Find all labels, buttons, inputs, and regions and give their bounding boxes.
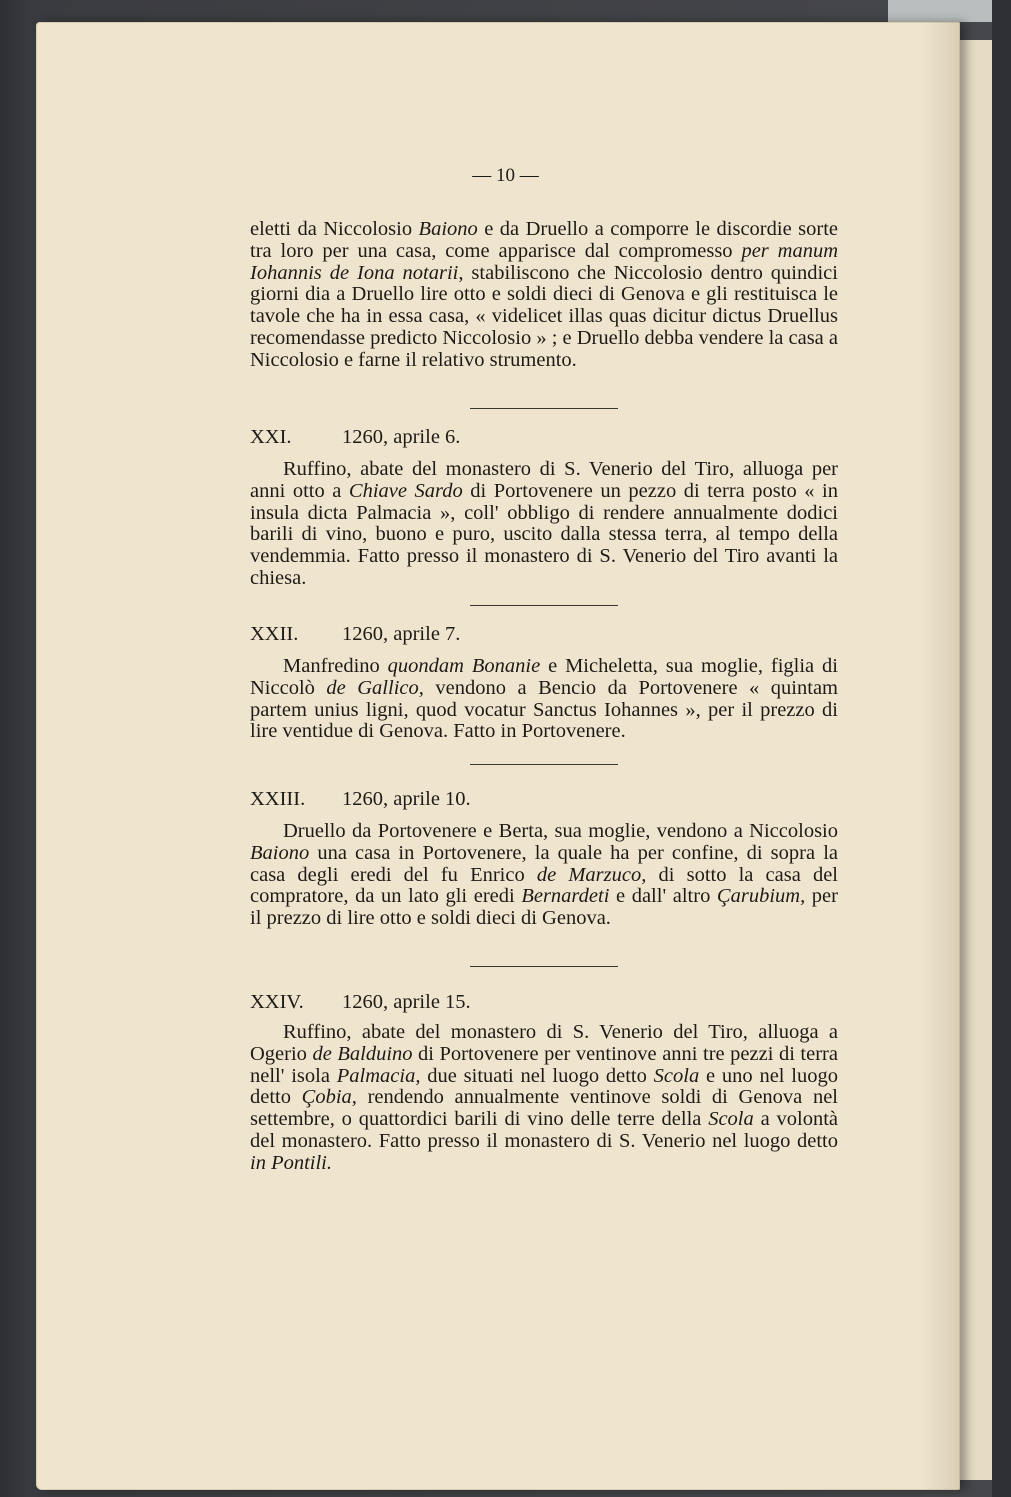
page-number: — 10 — xyxy=(472,165,539,186)
italic-text-run: Çarubium, xyxy=(716,885,806,908)
italic-text-run: in Pontili. xyxy=(250,1151,332,1174)
text-run: Ruffino, abate del monastero di S. Venerio del Tiro, alluoga per anni otto a xyxy=(250,458,838,502)
document-text xyxy=(250,459,838,590)
adjacent-page-edge xyxy=(958,40,994,1480)
text-run: due situati nel luogo detto xyxy=(420,1064,654,1087)
italic-text-run: Chiave xyxy=(348,479,407,502)
italic-text-run: per manum Iohannis de Iona notarii, xyxy=(250,239,839,284)
italic-text-run: Scola xyxy=(653,1064,700,1087)
separator-rule xyxy=(470,605,618,606)
document-header-xxi xyxy=(250,426,838,449)
document-date: 1260, aprile 7. xyxy=(342,623,461,645)
document-body-xxi xyxy=(250,459,838,590)
text-run: e Micheletta, sua moglie, figlia di Niccolò xyxy=(250,655,838,699)
document-date: 1260, aprile 10. xyxy=(342,788,471,810)
italic-text-run: Bernardeti xyxy=(521,885,610,908)
document-date: 1260, aprile 6. xyxy=(342,426,461,448)
separator-rule xyxy=(470,408,618,409)
italic-text-run: de Gallico, xyxy=(326,676,424,699)
text-run: e dall' altro xyxy=(609,885,717,908)
intro-text xyxy=(250,219,838,372)
document-header-xxiv xyxy=(250,991,838,1014)
italic-text-run: de Balduino xyxy=(312,1042,413,1065)
document-text xyxy=(250,821,838,930)
italic-text-run: Baiono xyxy=(250,841,310,864)
document-header-xxiii xyxy=(250,788,838,811)
intro-paragraph xyxy=(250,219,838,372)
separator-rule xyxy=(470,966,618,967)
text-run: Ruffino, abate del monastero di S. Venerio del Tiro, alluoga a Ogerio xyxy=(250,1021,838,1065)
document-body-xxiii xyxy=(250,821,838,930)
text-run: Druello da Portovenere e Berta, sua moglie, vendono a Niccolosio xyxy=(283,820,838,842)
text-run: stabiliscono che Niccolosio dentro quindici giorni dia a Druello lire otto e soldi dieci di Genova e gli restituisca le tavole che ha in essa casa, « videlicet illas quas dicitur dictus Druellus recomendasse predicto Niccolosio » ; e Druello debba vendere la casa a Niccolosio e farne il relativo strumento. xyxy=(250,261,838,371)
document-text xyxy=(250,1022,838,1175)
text-run: rendendo annualmente ventinove soldi di Genova nel settembre, o quattordici barili di vino delle terre della xyxy=(250,1086,838,1131)
text-run: di Portovenere per ventinove anni tre pezzi di terra nell' isola xyxy=(250,1042,838,1087)
text-run: e da Druello a comporre le discordie sorte tra loro per una casa, come apparisce dal compromesso xyxy=(250,218,838,262)
text-run: di Portovenere un pezzo di terra posto « in insula dicta Palmacia », coll' obbligo di rendere annualmente dodici barili di vino, buono e puro, uscito dalla stessa terra, al tempo della vendemmia. Fatto presso il monastero di S. Venerio del Tiro avanti la chiesa. xyxy=(250,479,838,589)
document-number: XXII. xyxy=(250,623,299,645)
italic-text-run: Palmacia, xyxy=(336,1064,421,1087)
document-text xyxy=(250,656,838,743)
italic-text-run: Sardo xyxy=(406,479,463,502)
separator-rule xyxy=(470,764,618,765)
document-number: XXIII. xyxy=(250,788,306,810)
text-run: per il prezzo di lire otto e soldi dieci di Genova. xyxy=(250,885,838,930)
italic-text-run: Çobia, xyxy=(301,1086,357,1109)
book-spine xyxy=(992,0,1011,1497)
italic-text-run: quondam Bonanie xyxy=(387,655,541,677)
document-body-xxiv xyxy=(250,1022,838,1175)
document-body-xxii xyxy=(250,656,838,743)
italic-text-run: Baiono xyxy=(418,218,478,240)
text-run: Manfredino xyxy=(283,655,388,677)
text-run: eletti da Niccolosio xyxy=(250,218,419,240)
document-header-xxii xyxy=(250,623,838,646)
text-run: e uno nel luogo detto xyxy=(250,1064,838,1109)
document-number: XXI. xyxy=(250,426,292,448)
text-run: una casa in Portovenere, la quale ha per confine, di sopra la casa degli eredi del fu Enrico xyxy=(250,841,838,886)
italic-text-run: Scola xyxy=(708,1108,754,1131)
italic-text-run: de Marzuco, xyxy=(536,863,647,886)
text-run: di sotto la casa del compratore, da un lato gli eredi xyxy=(250,863,838,908)
document-date: 1260, aprile 15. xyxy=(342,991,471,1013)
text-run: vendono a Bencio da Portovenere « quintam partem unius ligni, quod vocatur Sanctus Iohannes », per il prezzo di lire ventidue di Genova. Fatto in Portovenere. xyxy=(250,676,838,743)
text-run: a volontà del monastero. Fatto presso il monastero di S. Venerio nel luogo detto xyxy=(250,1108,838,1152)
document-number: XXIV. xyxy=(250,991,304,1013)
